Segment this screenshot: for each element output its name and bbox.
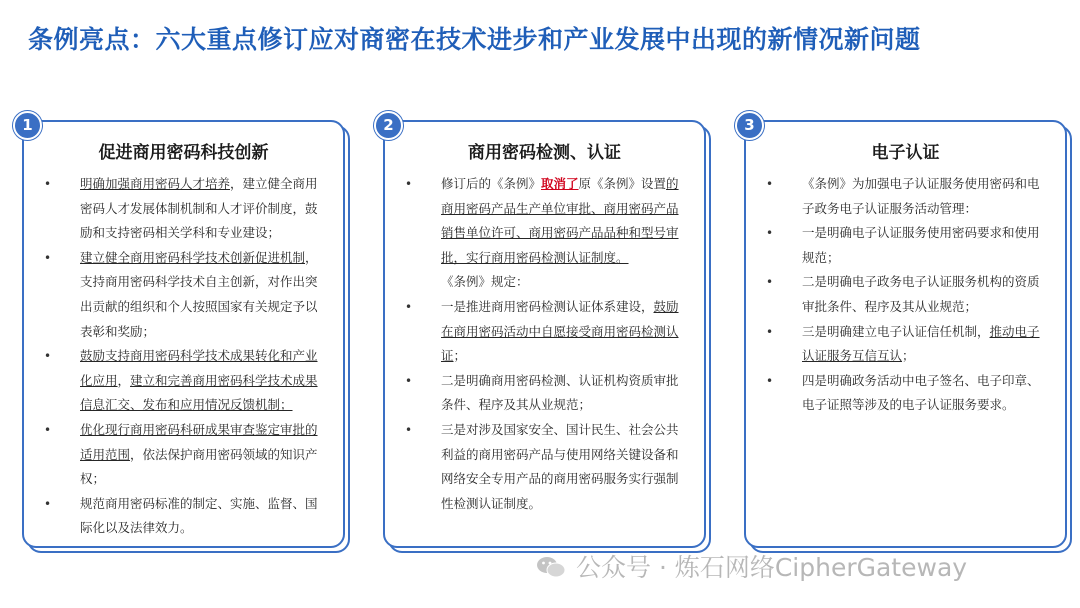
bullet-item [405,418,690,516]
bullet-text: 建立健全商用密码科学技术创新促进机制 [80,249,306,265]
bullet-text: ； [902,348,915,364]
bullet-text: 四是明确政务活动中电子签名、电子印章、电子证照等涉及的电子认证服务要求。 [802,372,1040,413]
watermark-text: 公众号 · 炼石网络CipherGateway [576,553,968,582]
card-electronic-authentication [744,116,1067,548]
bullet-text: 一是明确电子认证服务使用密码要求和使用规范； [802,225,1040,265]
card-body [744,120,1067,548]
bullet-text: ，依法保护商用密码领域的知识产权； [80,446,318,487]
bullet-item [766,270,1051,319]
bullet-item [766,221,1051,270]
bullet-text: 二是明确商用密码检测、认证机构资质审批条件、程序及其从业规范； [441,372,679,413]
card-heading: 商用密码检测、认证 [468,143,621,163]
bullet-text: 一是推进商用密码检测认证体系建设， [441,298,654,314]
bullet-text: ， [117,372,131,388]
card-testing-certification [383,116,706,548]
watermark [536,548,1056,588]
bullet-text: 规范商用密码标准的制定、实施、监督、国际化以及法律效力。 [80,495,318,536]
bullet-text: 明确加强商用密码人才培养 [80,176,231,191]
number-badge: 1 [13,111,42,140]
card-item-list [766,172,1051,418]
bullet-item [44,246,329,344]
bullet-text: 三是明确建立电子认证信任机制， [802,323,990,339]
number-badge: 2 [374,111,403,140]
card-item-list [44,172,329,541]
bullet-text: 修订后的《条例》 [441,176,542,191]
bullet-item [44,344,329,418]
bullet-item [44,418,329,492]
bullet-item [766,172,1051,221]
card-heading: 电子认证 [871,143,940,163]
bullet-text: 三是对涉及国家安全、国计民生、社会公共利益的商用密码产品与使用网络关键设备和网络安全专用产品的商用密码服务实行强制性检测认证制度。 [441,421,679,511]
bullet-text: 的商用密码产品生产单位审批、商用密码产品销售单位许可、商用密码产品品种和型号审批，实行商用密码检测认证制度。 [441,176,679,265]
bullet-text: ，支持商用密码科学技术自主创新，对作出突出贡献的组织和个人按照国家有关规定予以表彰和奖励； [80,249,318,339]
bullet-text: 《条例》规定： [441,274,529,290]
bullet-text: 优化现行商用密码科研成果审查鉴定审批的适用范围 [80,421,318,462]
bullet-text: ； [453,348,467,364]
list-subheading [405,270,690,295]
bullet-text: ，建立健全商用密码人才发展体制机制和人才评价制度，鼓励和支持密码相关学科和专业建设； [80,176,318,241]
bullet-text: 《条例》为加强电子认证服务使用密码和电子政务电子认证服务活动管理： [802,176,1040,216]
bullet-item [405,369,690,418]
bullet-text: 二是明确电子政务电子认证服务机构的资质审批条件、程序及其从业规范； [802,274,1040,314]
wechat-icon [536,555,566,579]
bullet-text: 鼓励在商用密码活动中自愿接受商用密码检测认证 [441,298,679,364]
card-item-list [405,172,690,516]
bullet-text: 鼓励支持商用密码科学技术成果转化和产业化应用 [80,348,318,388]
number-badge: 3 [735,111,764,140]
bullet-item [766,320,1051,369]
card-tech-innovation [22,116,345,548]
bullet-item [405,295,690,369]
bullet-text: 推动电子认证服务互信互认 [802,323,1040,364]
card-body [383,120,706,548]
card-heading: 促进商用密码科技创新 [98,143,269,163]
bullet-item [44,492,329,541]
bullet-text: 原《条例》设置 [578,176,667,191]
bullet-item [766,369,1051,418]
page-title: 条例亮点：六大重点修订应对商密在技术进步和产业发展中出现的新情况新问题 [28,25,921,54]
card-body [22,120,345,548]
bullet-item [405,172,690,270]
bullet-text: 建立和完善商用密码科学技术成果信息汇交、发布和应用情况反馈机制； [80,372,318,413]
bullet-item [44,172,329,246]
bullet-text: 取消了 [541,176,579,191]
